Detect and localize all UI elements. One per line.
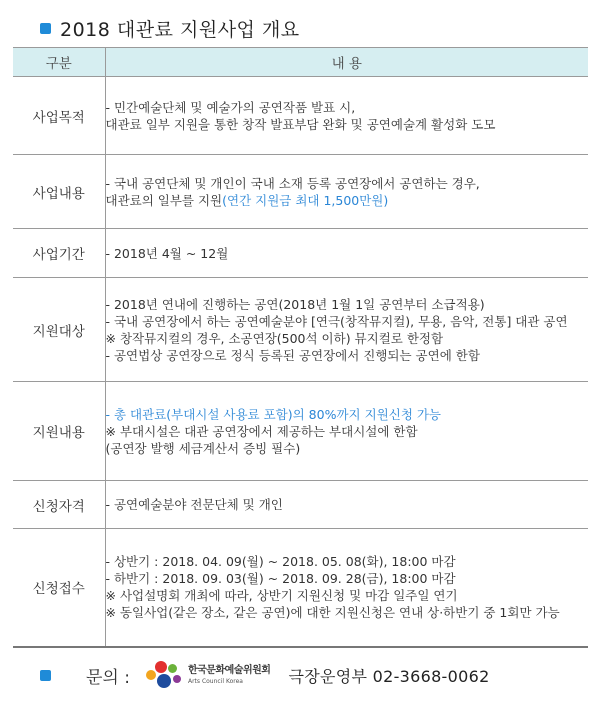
table-header-row xyxy=(13,48,588,77)
content-line: - 하반기 : 2018. 09. 03(월) ~ 2018. 09. 28(금), 18:00 마감 xyxy=(105,571,456,587)
row-label: 지원대상 xyxy=(13,278,105,382)
page-title: 2018 대관료 지원사업 개요 xyxy=(60,18,300,41)
overview-table xyxy=(13,47,588,648)
content-line: - 공연법상 공연장으로 정식 등록된 공연장에서 진행되는 공연에 한함 xyxy=(105,347,480,363)
content-line: ※ 동일사업(같은 장소, 같은 공연)에 대한 지원신청은 연내 상·하반기 중 1회만 가능 xyxy=(105,605,560,621)
content-line: 대관료 일부 지원을 통한 창작 발표부담 완화 및 공연예술계 활성화 도모 xyxy=(105,116,496,132)
row-content xyxy=(105,529,588,647)
content-line: - 2018년 4월 ~ 12월 xyxy=(105,245,229,261)
content-line: ※ 사업설명회 개최에 따라, 상반기 지원신청 및 마감 일주일 연기 xyxy=(105,588,458,604)
square-bullet-icon xyxy=(40,23,51,34)
content-line: - 상반기 : 2018. 04. 09(월) ~ 2018. 05. 08(화), 18:00 마감 xyxy=(105,554,456,570)
table-row xyxy=(13,155,588,229)
row-content xyxy=(105,382,588,481)
row-content xyxy=(105,278,588,382)
table-row xyxy=(13,77,588,155)
header-content: 내 용 xyxy=(105,48,588,77)
row-label: 사업내용 xyxy=(13,155,105,229)
table-row xyxy=(13,529,588,647)
logo-english-name: Arts Council Korea xyxy=(187,677,243,685)
content-line: - 국내 공연단체 및 개인이 국내 소재 등록 공연장에서 공연하는 경우, xyxy=(105,175,480,191)
row-content xyxy=(105,229,588,278)
row-label: 신청자격 xyxy=(13,481,105,529)
contact-label: 문의 : xyxy=(86,667,130,688)
content-line: ※ 부대시설은 대관 공연장에서 제공하는 부대시설에 한함 xyxy=(105,423,418,439)
arts-council-logo xyxy=(146,661,270,689)
contact-phone: 극장운영부 02-3668-0062 xyxy=(288,666,490,686)
square-bullet-icon xyxy=(40,670,51,681)
row-label: 신청접수 xyxy=(13,529,105,647)
content-text: 대관료의 일부를 지원 xyxy=(105,192,223,208)
content-line: - 2018년 연내에 진행하는 공연(2018년 1월 1일 공연부터 소급적용) xyxy=(105,296,485,312)
content-line: - 민간예술단체 및 예술가의 공연작품 발표 시, xyxy=(105,99,356,115)
contact-info xyxy=(40,657,580,693)
row-content xyxy=(105,481,588,529)
support-limit-highlight: (연간 지원금 최대 1,500만원) xyxy=(222,192,389,208)
row-label: 지원내용 xyxy=(13,382,105,481)
section-title xyxy=(40,12,300,44)
row-label: 사업기간 xyxy=(13,229,105,278)
content-line: ※ 창작뮤지컬의 경우, 소공연장(500석 이하) 뮤지컬로 한정함 xyxy=(105,330,444,346)
table-row xyxy=(13,278,588,382)
logo-korean-name: 한국문화예술위원회 xyxy=(187,664,271,676)
content-line: - 국내 공연장에서 하는 공연예술분야 [연극(창작뮤지컬), 무용, 음악, 전통] 대관 공연 xyxy=(105,313,568,329)
content-line xyxy=(106,192,589,209)
content-line: (공연장 발행 세금계산서 증빙 필수) xyxy=(105,440,301,456)
logo-dots-icon xyxy=(146,661,184,689)
table-row xyxy=(13,382,588,481)
content-line: - 공연예술분야 전문단체 및 개인 xyxy=(105,497,283,512)
row-label: 사업목적 xyxy=(13,77,105,155)
header-category: 구분 xyxy=(13,48,105,77)
table-row xyxy=(13,229,588,278)
row-content xyxy=(105,155,588,229)
row-content xyxy=(105,77,588,155)
table-row xyxy=(13,481,588,529)
support-rate-highlight: - 총 대관료(부대시설 사용료 포함)의 80%까지 지원신청 가능 xyxy=(105,406,442,422)
